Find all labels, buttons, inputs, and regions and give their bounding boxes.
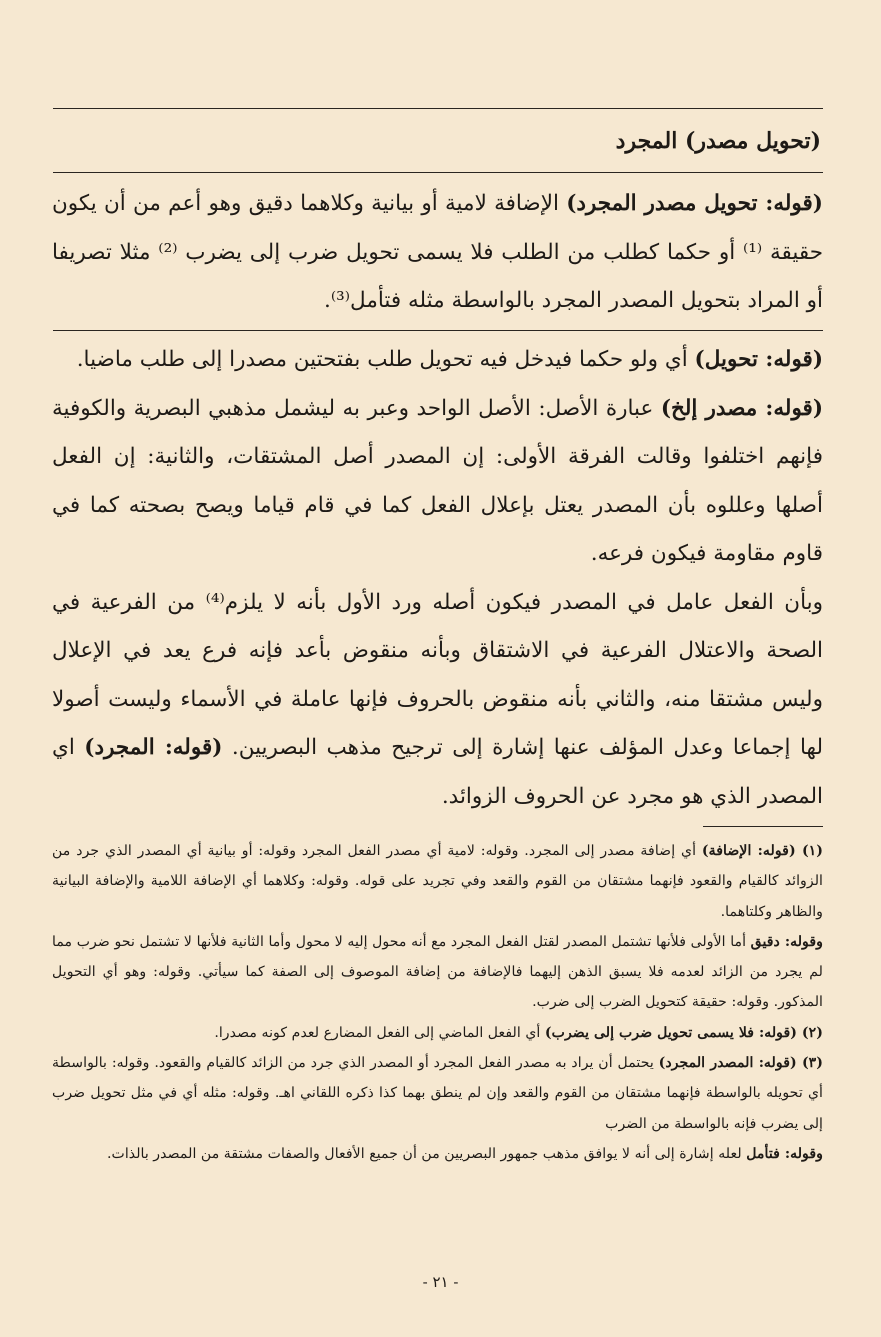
footnote-text: يحتمل أن يراد به مصدر الفعل المجرد أو المصدر الذي جرد من الزائد كالقيام والقعود. وقوله: بالواسطة أي تحويله بالواسطة فإنهما مشتقان من القوم والقعد وإن لم ينطق بهما كذا ذكره اللقاني اهـ. وقوله: مثله أي في مثل تحويل ضرب إلى يضرب فإنه بالواسطة من الضرب <box>52 1055 823 1132</box>
commentary-section-2 <box>52 336 823 821</box>
footnote-text: أي إضافة مصدر إلى المجرد. وقوله: لامية أي مصدر الفعل المجرد وقوله: أو بيانية أي المصدر الذي جرد من الزوائد كالقيام والقعود فإنهما مشتقان من القوم والقعد وفي تجريد على قوله. وقوله: وكلاهما أي الإضافة اللامية والإضافة البيانية والظاهر وكلتاهما. <box>52 843 823 920</box>
footnote <box>52 1048 823 1139</box>
section-divider <box>53 330 823 331</box>
paragraph-label: (قوله: تحويل) <box>694 347 823 372</box>
footnote <box>52 927 823 1018</box>
footnote-label: وقوله: دقيق <box>750 933 823 950</box>
page-number: - ٢١ - <box>422 1273 459 1291</box>
footnote-text: أما الأولى فلأنها تشتمل المصدر لقتل الفعل المجرد مع أنه محول إليه لا محول وأما الثانية فلأنها لا تشتمل نحو ضرب مما لم يجرد من الزائد لعدمه فلا يسبق الذهن إليهما فالإضافة من إضافة الموصوف إلى الصفة كما سيأتي. وقوله: وهو أي التحويل المذكور. وقوله: حقيقة كتحويل الضرب إلى ضرب. <box>52 933 823 1011</box>
section-header: (تحويل مصدر) المجرد <box>615 128 821 154</box>
commentary-paragraph <box>52 336 823 385</box>
footnote-label: (١) (قوله: الإضافة) <box>701 843 824 859</box>
commentary-paragraph <box>52 579 823 822</box>
top-rule <box>53 108 823 109</box>
commentary-paragraph <box>52 385 823 579</box>
paragraph-label: (قوله: المجرد) <box>84 735 223 760</box>
paragraph-label: (قوله: مصدر إلخ) <box>660 395 824 421</box>
footnote-text: أي الفعل الماضي إلى الفعل المضارع لعدم كونه مصدرا. <box>214 1024 545 1041</box>
footnotes <box>52 836 823 1169</box>
header-rule <box>53 172 823 173</box>
paragraph-text: عبارة الأصل: الأصل الواحد وعبر به ليشمل مذهبي البصرية والكوفية فإنهم اختلفوا وقالت الفرقة الأولى: إن المصدر أصل المشتقات، والثانية: إن الفعل أصلها وعللوه بأن المصدر يعتل بإعلال الفعل كما في قام قياما ويصح بصحته كما في قاوم مقاومة فيكون فرعه. <box>52 395 823 566</box>
footnote <box>52 1139 823 1169</box>
paragraph-text: الإضافة لامية أو بيانية وكلاهما دقيق وهو أعم من أن يكون حقيقة ⁽¹⁾ أو حكما كطلب من الطلب فلا يسمى تحويل ضرب إلى يضرب ⁽²⁾ مثلا تصريفا أو المراد بتحويل المصدر المجرد بالواسطة مثله فتأمل⁽³⁾. <box>52 191 823 313</box>
commentary-section-1 <box>52 180 823 326</box>
footnote-label: (٣) (قوله: المصدر المجرد) <box>658 1055 823 1072</box>
footnote-label: وقوله: فتأمل <box>746 1145 823 1162</box>
paragraph-text: وبأن الفعل عامل في المصدر فيكون أصله ورد الأول بأنه لا يلزم⁽⁴⁾ من الفرعية في الصحة والاعتلال الفرعية في الاشتقاق وبأنه منقوض بأعد فإنه فرع يعد في الإعلال وليس مشتقا منه، والثاني بأنه منقوض بالحروف فإنها عاملة في الأسماء وليست أصولا لها إجماعا وعدل المؤلف عنها إشارة إلى ترجيح مذهب البصريين. <box>52 589 823 760</box>
footnote-label: (٢) (قوله: فلا يسمى تحويل ضرب إلى يضرب) <box>544 1024 823 1041</box>
commentary-paragraph <box>52 180 823 326</box>
footnote-rule <box>703 826 823 827</box>
footnote-text: لعله إشارة إلى أنه لا يوافق مذهب جمهور البصريين من أن جميع الأفعال والصفات مشتقة من المصدر بالذات. <box>106 1145 747 1162</box>
footnote <box>52 1018 823 1048</box>
paragraph-text: اي المصدر الذي هو مجرد عن الحروف الزوائد. <box>52 735 823 809</box>
paragraph-text: أي ولو حكما فيدخل فيه تحويل طلب بفتحتين مصدرا إلى طلب ماضيا. <box>76 347 695 372</box>
paragraph-label: (قوله: تحويل مصدر المجرد) <box>566 191 823 216</box>
footnote <box>52 836 823 927</box>
